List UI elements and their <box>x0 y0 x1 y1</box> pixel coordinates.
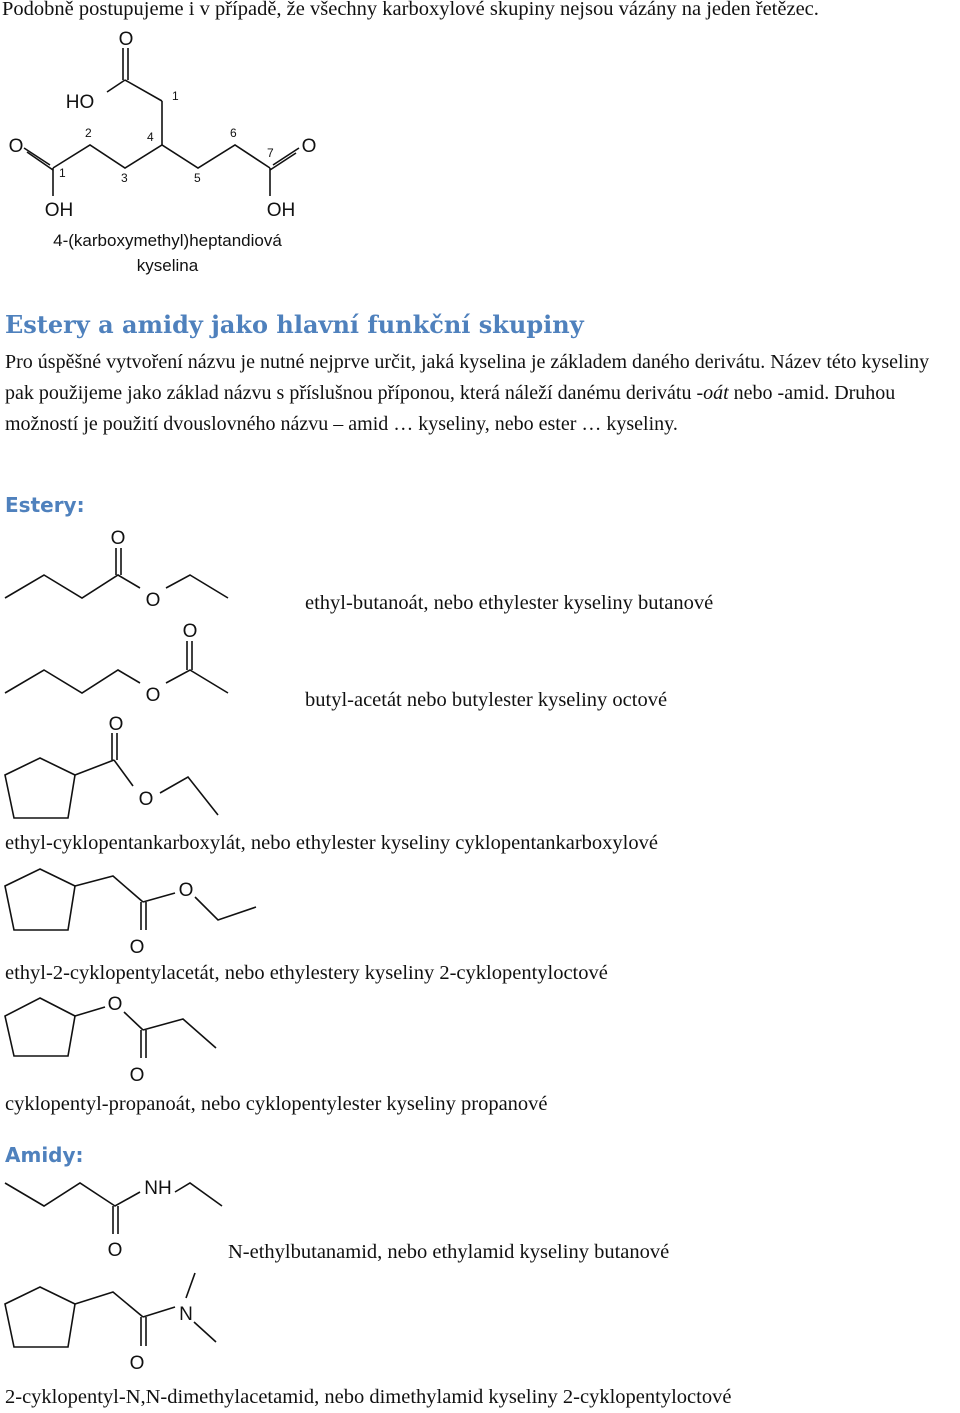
structure-ethyl-cyclopentanecarboxylate <box>0 715 240 830</box>
oxygen-label: O <box>108 714 124 735</box>
amides-heading: Amidy: <box>5 1143 84 1167</box>
oxygen-label: O <box>129 1065 145 1086</box>
structure-cyclopentyl-dimethylacetamide <box>0 1270 240 1380</box>
hydroxyl-label: HO <box>65 92 95 113</box>
locant-label: 2 <box>85 126 92 140</box>
intro-paragraph <box>5 347 955 440</box>
oxygen-label: O <box>129 1353 145 1374</box>
paragraph-text: nebo -amid. Druhou možností je použití dvouslovného názvu – amid … kyseliny, nebo ester … kyseliny. <box>5 382 896 435</box>
oxygen-label: O <box>182 621 198 642</box>
section-heading: Estery a amidy jako hlavní funkční skupiny <box>5 310 584 339</box>
oxygen-label: O <box>145 685 161 706</box>
structure-butyl-acetate <box>0 615 240 705</box>
ester-name: ethyl-butanoát, nebo ethylester kyseliny butanové <box>305 592 714 614</box>
ester-name: butyl-acetát nebo butylester kyseliny octové <box>305 689 668 711</box>
paragraph-text: Pro úspěšné vytvoření názvu je nutné nejprve určit, jaká kyselina je základem daného derivátu. Název této kyseliny pak použijeme jako základ názvu s příslušnou příponou, která náleží danému derivátu - <box>5 351 930 404</box>
oxygen-label: O <box>107 994 123 1015</box>
structure-karboxymethyl-heptandioic-acid <box>0 0 340 230</box>
locant-label: 3 <box>121 171 128 185</box>
locant-label: 1 <box>172 89 179 103</box>
paragraph-suffix: oát <box>703 382 729 404</box>
ester-name: ethyl-2-cyklopentylacetát, nebo ethylestery kyseliny 2-cyklopentyloctové <box>5 962 608 984</box>
oxygen-label: O <box>8 136 24 157</box>
intro-line: Podobně postupujeme i v případě, že všechny karboxylové skupiny nejsou vázány na jeden řetězec. <box>2 0 819 20</box>
hydroxyl-label: OH <box>266 200 296 221</box>
hydroxyl-label: OH <box>44 200 74 221</box>
oxygen-label: O <box>301 136 317 157</box>
structure-name <box>30 228 305 278</box>
oxygen-label: O <box>107 1240 123 1261</box>
oxygen-label: O <box>138 789 154 810</box>
structure-name-line: kyselina <box>136 256 199 275</box>
oxygen-label: O <box>118 29 134 50</box>
structure-ethyl-cyclopentylacetate <box>0 860 270 960</box>
oxygen-label: O <box>178 880 194 901</box>
esters-heading: Estery: <box>5 493 85 517</box>
amine-label: NH <box>144 1178 172 1199</box>
structure-cyclopentyl-propanoate <box>0 990 240 1090</box>
locant-label: 1 <box>59 166 66 180</box>
structure-name-line: 4-(karboxymethyl)heptandiová <box>53 231 282 250</box>
locant-label: 4 <box>147 130 154 144</box>
oxygen-label: O <box>129 937 145 958</box>
ester-name: cyklopentyl-propanoát, nebo cyklopentylester kyseliny propanové <box>5 1093 548 1115</box>
structure-ethyl-butanoate <box>0 520 240 615</box>
locant-label: 5 <box>194 171 201 185</box>
ester-name: ethyl-cyklopentankarboxylát, nebo ethylester kyseliny cyklopentankarboxylové <box>5 832 658 854</box>
oxygen-label: O <box>110 528 126 549</box>
locant-label: 6 <box>230 126 237 140</box>
amide-name: N-ethylbutanamid, nebo ethylamid kyseliny butanové <box>228 1241 670 1263</box>
oxygen-label: O <box>145 590 161 611</box>
amide-name: 2-cyklopentyl-N,N-dimethylacetamid, nebo dimethylamid kyseliny 2-cyklopentyloctové <box>5 1386 732 1408</box>
locant-label: 7 <box>267 146 274 160</box>
structure-n-ethylbutanamide <box>0 1170 240 1265</box>
nitrogen-label: N <box>179 1304 193 1325</box>
